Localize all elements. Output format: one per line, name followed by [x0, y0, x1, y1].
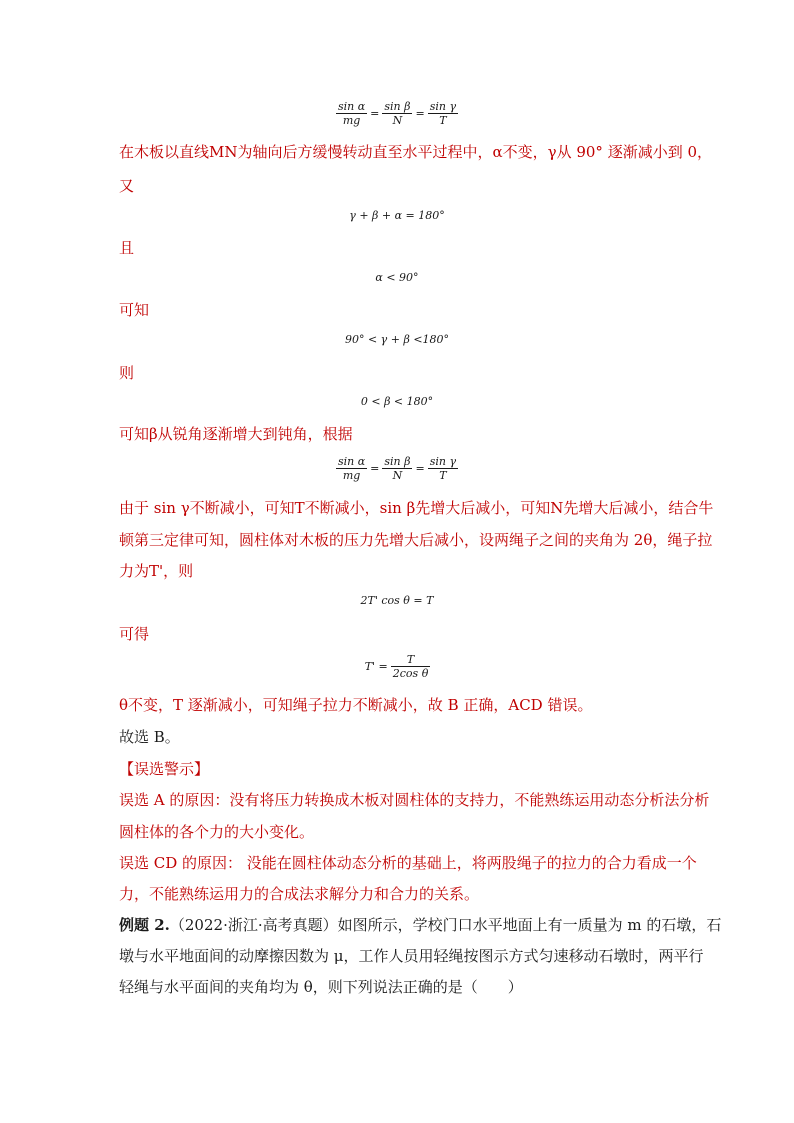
- fraction-denominator: mg: [342, 469, 361, 482]
- fraction: [428, 100, 458, 127]
- fraction-denominator: mg: [342, 114, 361, 127]
- equation-angle-sum: γ + β + α = 180°: [349, 209, 445, 222]
- paragraph: 误选 CD 的原因： 没能在圆柱体动态分析的基础上，将两股绳子的拉力的合力看成一个: [119, 854, 697, 872]
- fraction-numerator: T: [391, 653, 431, 667]
- fraction-numerator: sin α: [337, 455, 366, 468]
- fraction: [336, 455, 367, 482]
- paragraph: 又: [119, 177, 135, 195]
- equation-beta-range: 0 < β < 180°: [360, 395, 434, 408]
- equation-tension-solution: [0, 653, 794, 680]
- paragraph: 顿第三定律可知，圆柱体对木板的压力先增大后减小，设两绳子之间的夹角为 2θ，绳子拉: [119, 531, 713, 549]
- fraction-denominator: N: [392, 114, 403, 127]
- answer-line: 故选 B。: [119, 728, 180, 746]
- equation-sine-ratio: [0, 100, 794, 127]
- fraction-denominator: T: [439, 469, 447, 482]
- paragraph: 力为T'，则: [119, 562, 194, 580]
- example-text: （2022·浙江·高考真题）如图所示，学校门口水平地面上有一质量为 m 的石墩，石: [169, 916, 722, 934]
- equation-lhs: T' =: [364, 660, 388, 673]
- equation-sine-ratio: [0, 455, 794, 482]
- fraction-numerator: sin γ: [429, 455, 457, 468]
- paragraph: θ不变，T 逐渐减小，可知绳子拉力不断减小，故 B 正确，ACD 错误。: [119, 696, 593, 714]
- fraction-numerator: sin γ: [429, 100, 457, 113]
- paragraph: 则: [119, 364, 135, 382]
- equation-tension: 2T' cos θ = T: [360, 594, 434, 607]
- paragraph: 且: [119, 239, 135, 257]
- fraction-denominator: 2cos θ: [392, 667, 429, 680]
- fraction-numerator: sin α: [337, 100, 366, 113]
- fraction: [336, 100, 367, 127]
- equals-sign: =: [370, 107, 380, 120]
- example-question: [119, 915, 721, 935]
- paragraph: 由于 sin γ不断减小，可知T不断减小，sin β先增大后减小，可知N先增大后减小，结合牛: [119, 499, 714, 517]
- paragraph: 在木板以直线MN为轴向后方缓慢转动直至水平过程中，α不变，γ从 90° 逐渐减小到 0，: [119, 143, 713, 161]
- paragraph: 力，不能熟练运用力的合成法求解分力和合力的关系。: [119, 885, 480, 903]
- fraction-denominator: T: [439, 114, 447, 127]
- fraction-numerator: sin β: [384, 455, 411, 468]
- equation-gamma-beta-range: 90° < γ + β <180°: [344, 333, 450, 346]
- paragraph: 误选 A 的原因：没有将压力转换成木板对圆柱体的支持力，不能熟练运用动态分析法分析: [119, 791, 710, 809]
- paragraph: 墩与水平地面间的动摩擦因数为 μ，工作人员用轻绳按图示方式匀速移动石墩时，两平行: [119, 947, 704, 965]
- paragraph: 轻绳与水平面间的夹角均为 θ，则下列说法正确的是（ ）: [119, 978, 523, 996]
- equals-sign: =: [415, 107, 425, 120]
- fraction: [382, 455, 412, 482]
- fraction: [428, 455, 458, 482]
- equation-alpha-bound: α < 90°: [375, 271, 419, 284]
- paragraph: 圆柱体的各个力的大小变化。: [119, 823, 315, 841]
- equals-sign: =: [370, 462, 380, 475]
- example-label: 例题 2.: [119, 916, 170, 934]
- paragraph: 可知β从锐角逐渐增大到钝角，根据: [119, 425, 353, 443]
- fraction-numerator: sin β: [384, 100, 411, 113]
- fraction: [382, 100, 412, 127]
- fraction-denominator: N: [392, 469, 403, 482]
- section-heading: 【误选警示】: [119, 760, 210, 778]
- paragraph: 可得: [119, 625, 150, 643]
- paragraph: 可知: [119, 301, 150, 319]
- equals-sign: =: [415, 462, 425, 475]
- fraction: [391, 653, 431, 680]
